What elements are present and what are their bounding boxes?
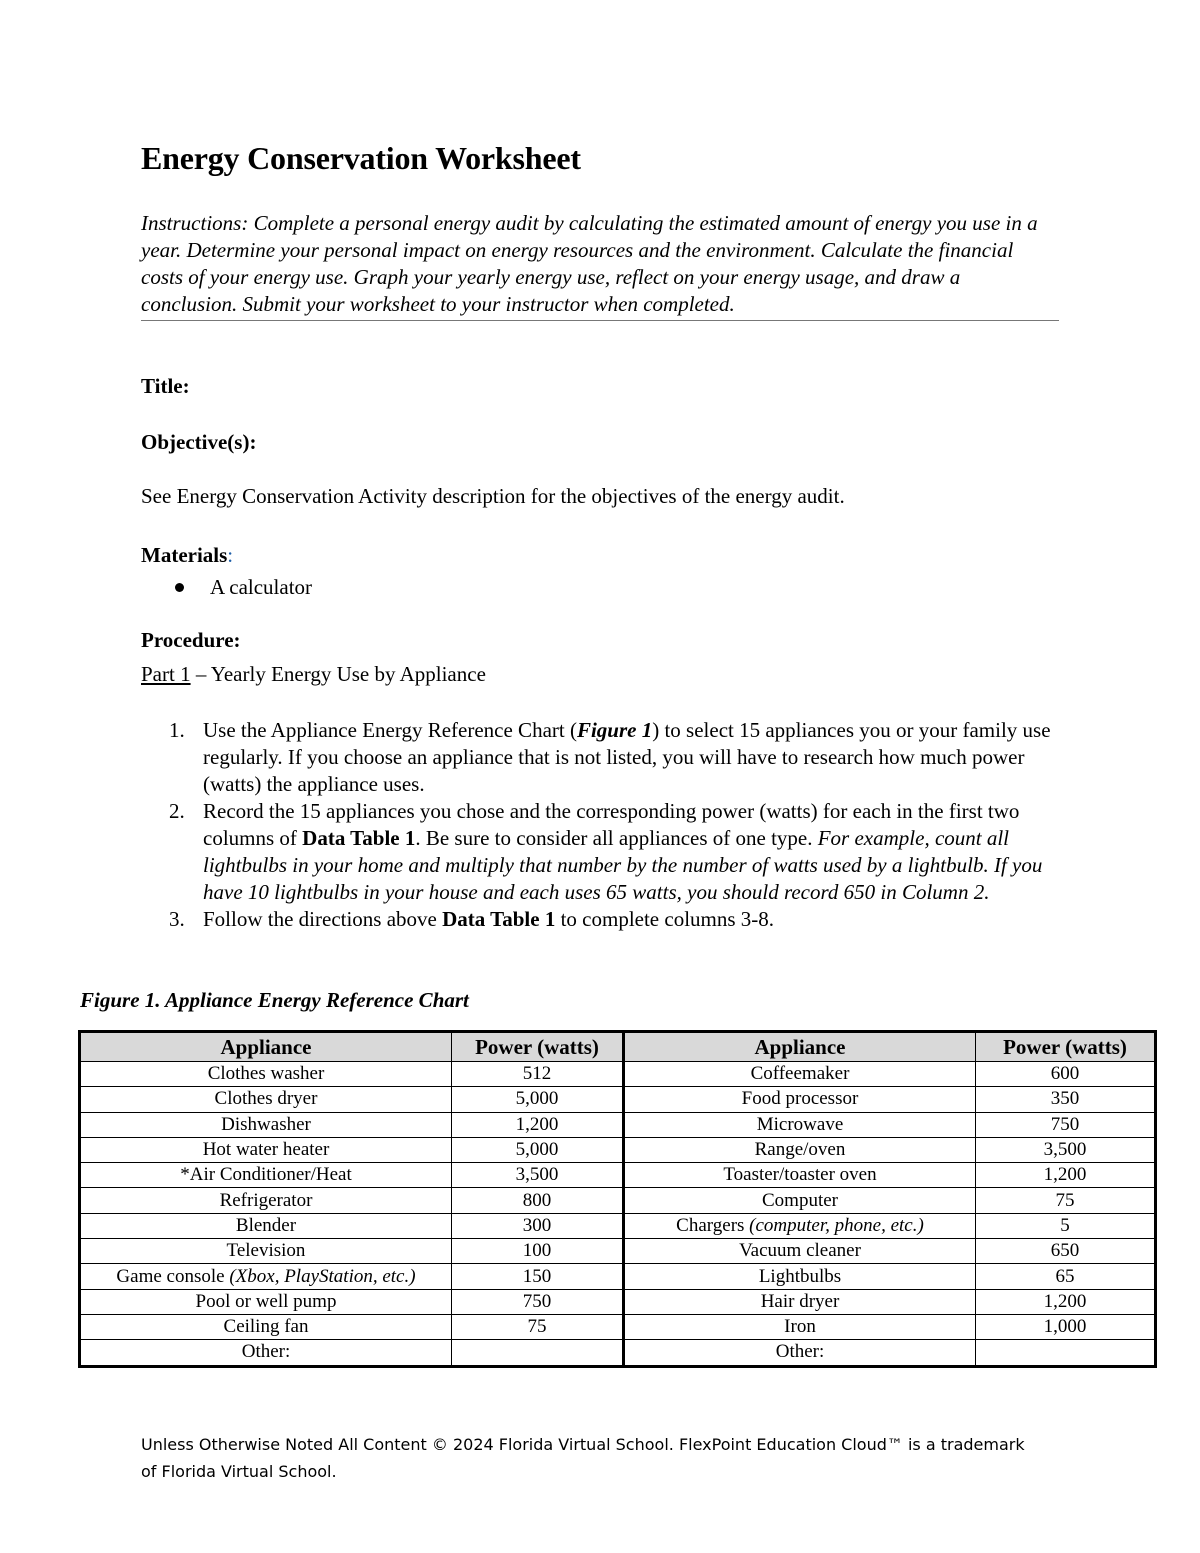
- power-cell: [452, 1087, 624, 1112]
- step-text: Follow the directions above: [203, 907, 443, 931]
- power-cell-text: 5,000: [515, 1139, 559, 1161]
- appliance-cell: [80, 1188, 452, 1213]
- appliance-cell: [80, 1062, 452, 1087]
- part-label: Part 1: [141, 662, 191, 686]
- materials-label: [141, 543, 233, 568]
- appliance-cell: [80, 1163, 452, 1188]
- power-cell-text: 650: [1050, 1240, 1080, 1262]
- power-cell-text: 750: [1050, 1113, 1080, 1135]
- power-cell: [976, 1087, 1156, 1112]
- appliance-cell: [80, 1112, 452, 1137]
- appliance-cell-text: Refrigerator: [219, 1189, 313, 1211]
- power-cell-text: 1,200: [515, 1113, 559, 1135]
- power-cell-text: 5: [1060, 1214, 1070, 1236]
- power-cell-text: 3,500: [515, 1164, 559, 1186]
- appliance-cell-text: Game console: [116, 1265, 230, 1287]
- page-title: Energy Conservation Worksheet: [141, 140, 581, 176]
- power-cell: [452, 1289, 624, 1314]
- appliance-cell: [80, 1087, 452, 1112]
- appliance-cell: [624, 1340, 976, 1366]
- column-header-power: Power (watts): [452, 1032, 624, 1062]
- appliance-cell: [80, 1213, 452, 1238]
- data-table-reference: Data Table 1: [302, 826, 416, 850]
- power-cell: [452, 1264, 624, 1289]
- appliance-cell-text: Microwave: [756, 1113, 844, 1135]
- power-cell-text: 75: [1055, 1189, 1075, 1211]
- appliance-cell-text: Coffeemaker: [750, 1063, 850, 1085]
- power-cell-text: 300: [522, 1214, 552, 1236]
- appliance-cell: [624, 1188, 976, 1213]
- power-cell-text: 1,000: [1043, 1316, 1087, 1338]
- appliance-cell-text: Toaster/toaster oven: [723, 1164, 877, 1186]
- part-title: – Yearly Energy Use by Appliance: [190, 662, 486, 686]
- procedure-step: [141, 798, 1061, 906]
- appliance-cell-text: Vacuum cleaner: [739, 1240, 861, 1262]
- appliance-cell: [624, 1289, 976, 1314]
- appliance-cell: [624, 1062, 976, 1087]
- objectives-label: Objective(s):: [141, 430, 257, 454]
- appliance-cell-text: Other:: [775, 1341, 825, 1363]
- table-row: [80, 1314, 1156, 1339]
- appliance-cell-text: *Air Conditioner/Heat: [180, 1164, 352, 1186]
- power-cell-text: 1,200: [1043, 1164, 1087, 1186]
- procedure-step: [141, 717, 1061, 798]
- appliance-cell-text: Clothes washer: [207, 1063, 325, 1085]
- table-row: [80, 1213, 1156, 1238]
- appliance-cell-text: Chargers: [676, 1214, 750, 1236]
- step-text: Record the 15 appliances you chose and the corresponding power (watts) for each in the first two columns of: [203, 799, 1020, 850]
- table-row: [80, 1087, 1156, 1112]
- power-cell: [976, 1188, 1156, 1213]
- data-table-reference: Data Table 1: [442, 907, 556, 931]
- copyright-footer: Unless Otherwise Noted All Content © 2024 Florida Virtual School. FlexPoint Education Cloud™ is a trademark of Florida Virtual School.: [141, 1435, 1025, 1481]
- appliance-cell: [624, 1314, 976, 1339]
- appliance-cell: [80, 1137, 452, 1162]
- power-cell: [976, 1163, 1156, 1188]
- appliance-cell-text: Food processor: [741, 1088, 859, 1110]
- appliance-cell-text: (computer, phone, etc.): [749, 1214, 924, 1236]
- appliance-cell: [80, 1314, 452, 1339]
- power-cell: [976, 1289, 1156, 1314]
- materials-item-text: A calculator: [210, 575, 313, 599]
- table-header-row: [80, 1032, 1156, 1062]
- appliance-cell-text: Clothes dryer: [214, 1088, 318, 1110]
- power-cell-text: 800: [522, 1189, 552, 1211]
- table-row: [80, 1163, 1156, 1188]
- table-row: [80, 1188, 1156, 1213]
- power-cell: [452, 1314, 624, 1339]
- power-cell-text: 5,000: [515, 1088, 559, 1110]
- power-cell-text: 3,500: [1043, 1139, 1087, 1161]
- power-cell-text: 600: [1050, 1063, 1080, 1085]
- power-cell-text: 65: [1055, 1265, 1075, 1287]
- appliance-cell-text: Blender: [235, 1214, 297, 1236]
- power-cell: [976, 1264, 1156, 1289]
- step-number: 2.: [169, 799, 185, 823]
- part-heading: [141, 662, 486, 687]
- figure-reference: Figure 1: [576, 718, 653, 742]
- instructions-paragraph: Instructions: Complete a personal energy audit by calculating the estimated amount of energy you use in a year. Determine your personal impact on energy resources and the environment. Calculate the financial costs of your energy use. Graph your yearly energy use, reflect on your energy usage, and draw a conclusion. Submit your worksheet to your instructor when completed.: [141, 210, 1059, 321]
- appliance-cell-text: Ceiling fan: [223, 1316, 309, 1338]
- appliance-cell-text: Hot water heater: [202, 1139, 330, 1161]
- power-cell: [452, 1163, 624, 1188]
- power-cell-text: 750: [522, 1290, 552, 1312]
- power-cell: [976, 1062, 1156, 1087]
- power-cell: [452, 1137, 624, 1162]
- power-cell: [452, 1340, 624, 1366]
- power-cell: [976, 1239, 1156, 1264]
- step-text: ) to select 15 appliances you or your family use regularly. If you choose an appliance that is not listed, you will have to research how much power (watts) the appliance uses.: [203, 718, 1051, 796]
- appliance-cell: [80, 1264, 452, 1289]
- procedure-step: [141, 906, 1061, 933]
- materials-label-text: Materials: [141, 543, 228, 567]
- appliance-cell-text: Other:: [241, 1341, 291, 1363]
- power-cell-text: 100: [522, 1240, 552, 1262]
- step-example: For example, count all lightbulbs in your home and multiply that number by the number of watts used by a lightbulb. If you have 10 lightbulbs in your house and each uses 65 watts, you should record 650 in Column 2.: [203, 826, 1043, 904]
- appliance-cell: [80, 1340, 452, 1366]
- step-number: 3.: [169, 907, 185, 931]
- appliance-cell: [624, 1239, 976, 1264]
- table-row: [80, 1062, 1156, 1087]
- figure-caption: Figure 1. Appliance Energy Reference Chart: [80, 988, 469, 1012]
- table-row: [80, 1340, 1156, 1366]
- materials-colon: :: [227, 543, 234, 567]
- procedure-steps: [141, 717, 1061, 933]
- power-cell-text: 150: [522, 1265, 552, 1287]
- table-row: [80, 1112, 1156, 1137]
- appliance-cell-text: Hair dryer: [760, 1290, 840, 1312]
- column-header-appliance: Appliance: [80, 1032, 452, 1062]
- appliance-cell: [80, 1289, 452, 1314]
- appliance-cell-text: Lightbulbs: [758, 1265, 842, 1287]
- procedure-label: Procedure:: [141, 628, 241, 652]
- appliance-cell: [624, 1137, 976, 1162]
- power-cell: [452, 1239, 624, 1264]
- appliance-cell-text: Iron: [784, 1316, 816, 1338]
- appliance-cell: [80, 1239, 452, 1264]
- appliance-cell-text: (Xbox, PlayStation, etc.): [229, 1265, 416, 1287]
- materials-list-item: [175, 575, 312, 600]
- appliance-cell: [624, 1213, 976, 1238]
- objectives-text: See Energy Conservation Activity description for the objectives of the energy audit.: [141, 484, 845, 508]
- appliance-cell: [624, 1264, 976, 1289]
- appliance-cell-text: Dishwasher: [221, 1113, 311, 1135]
- appliance-cell-text: Television: [226, 1240, 306, 1262]
- appliance-cell: [624, 1163, 976, 1188]
- power-cell: [976, 1314, 1156, 1339]
- table-row: [80, 1289, 1156, 1314]
- step-text: . Be sure to consider all appliances of one type.: [415, 826, 818, 850]
- power-cell: [976, 1340, 1156, 1366]
- appliance-cell-text: Pool or well pump: [195, 1290, 337, 1312]
- power-cell: [452, 1188, 624, 1213]
- bullet-icon: [175, 583, 184, 592]
- table-row: [80, 1239, 1156, 1264]
- power-cell-text: 75: [527, 1316, 547, 1338]
- power-cell: [976, 1213, 1156, 1238]
- appliance-cell-text: Range/oven: [754, 1139, 846, 1161]
- step-text: Use the Appliance Energy Reference Chart (: [203, 718, 577, 742]
- step-text: to complete columns 3-8.: [555, 907, 775, 931]
- column-header-power: Power (watts): [976, 1032, 1156, 1062]
- appliance-cell: [624, 1112, 976, 1137]
- title-label: Title:: [141, 374, 190, 398]
- table-body: [80, 1062, 1156, 1367]
- power-cell: [452, 1112, 624, 1137]
- column-header-appliance: Appliance: [624, 1032, 976, 1062]
- power-cell-text: 512: [522, 1063, 552, 1085]
- power-cell: [976, 1112, 1156, 1137]
- power-cell: [452, 1213, 624, 1238]
- appliance-cell: [624, 1087, 976, 1112]
- power-cell-text: 1,200: [1043, 1290, 1087, 1312]
- appliance-cell-text: Computer: [762, 1189, 838, 1211]
- table-row: [80, 1264, 1156, 1289]
- table-row: [80, 1137, 1156, 1162]
- power-cell: [452, 1062, 624, 1087]
- appliance-energy-reference-chart: [78, 1030, 1157, 1368]
- step-number: 1.: [169, 718, 185, 742]
- power-cell: [976, 1137, 1156, 1162]
- power-cell-text: 350: [1050, 1088, 1080, 1110]
